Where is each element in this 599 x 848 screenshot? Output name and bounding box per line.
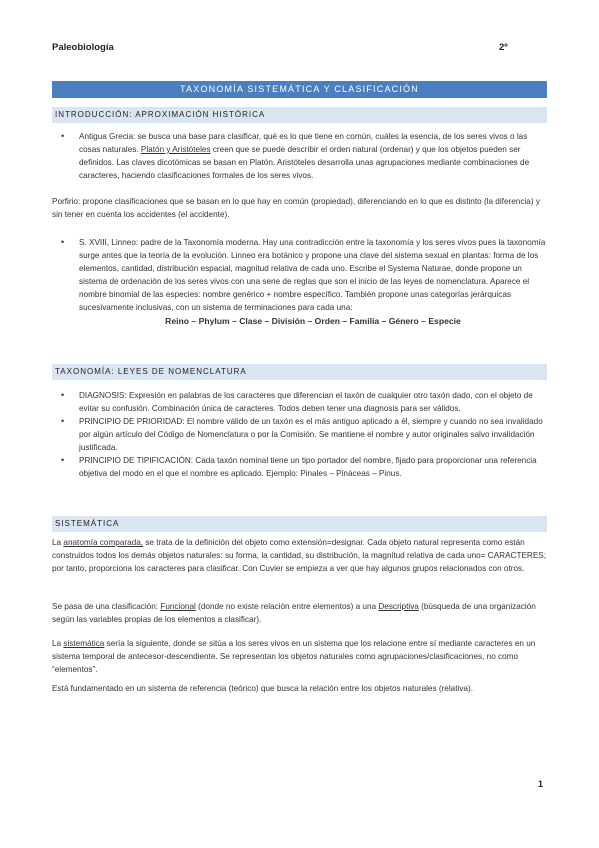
document-title: TAXONOMÍA SISTEMÁTICA Y CLASIFICACIÓN [52, 81, 547, 98]
p1-underlined: anatomía comparada, [63, 538, 144, 547]
section-heading-taxonomia: TAXONOMÍA: LEYES DE NOMENCLATURA [52, 364, 547, 380]
intro-linneo-block [52, 236, 547, 328]
section-heading-intro: INTRODUCCIÓN: APROXIMACIÓN HISTÓRICA [52, 107, 547, 123]
p2-text-b: (donde no existe relación entre elementos) a una [195, 602, 379, 611]
sistematica-paragraph-2 [52, 600, 547, 626]
taxonomic-ranks-series: Reino – Phylum – Clase – División – Orden – Familia – Género – Especie [165, 316, 461, 326]
section-heading-sistematica: SISTEMÁTICA [52, 516, 547, 532]
p2-underlined-funcional: Funcional [160, 602, 196, 611]
greece-underlined: Platón y Aristóteles [140, 145, 211, 154]
sistematica-paragraph-3 [52, 637, 547, 676]
list-item-diagnosis: • DIAGNOSIS: Expresión en palabras de los caracteres que diferencian el taxón de cualquier otro taxón dado, con el objeto de evitar su confusión. Combinación única de caracteres. Todos deben tener una diagnosis para ser válidos. [52, 389, 547, 415]
taxonomia-list [52, 389, 547, 480]
list-item [52, 236, 547, 328]
greece-text-b: creen que se puede describir el orden natural (ordenar) y que los objetos pueden ser definidos. Las claves dicotómicas se basan en Platón. Aristóteles desarrolla unas agrupaciones mediante combinaciones de caracteres, haciendo clasificaciones formales de los seres vivos. [79, 145, 530, 180]
p1-text-b: se trata de la definición del objeto como extensión=designar. Cada objeto natural representa como están construidos todos los demás objetos naturales: su forma, la cantidad, su distribución, la magnitud relativa de cada uno= CARACTERES; por tanto, proporciona los caracteres para clasificar. Con Cuvier se empieza a ver que hay algunos grupos relacionados con otros. [52, 538, 547, 573]
sistematica-paragraph-1 [52, 536, 547, 575]
header-subject: Paleobiología [52, 42, 114, 53]
header-course: 2º [499, 42, 508, 53]
p2-text-a: Se pasa de una clasificación: [52, 602, 161, 611]
greece-text-a: Antigua Grecia: se busca una base para clasificar, qué es lo que tiene en común, cuáles la esencia, de los seres vivos o las cosas naturales. [79, 132, 528, 154]
list-item-prioridad: • PRINCIPIO DE PRIORIDAD: El nombre válido de un taxón es el más antiguo aplicado a él, siempre y cuando no sea invalidado por algún artículo del Código de Nomenclatura o por la Comisión. Se mantiene el nombre y autor originales salvo invalidación justificada. [52, 415, 547, 454]
p3-text-b: sería la siguiente, donde se sitúa a los seres vivos en un sistema que los relacione entre sí mediante caracteres en un sistema temporal de antecesor-descendiente. Se representan los objetos naturales como agrupaciones/clasificaciones, no como “elementos”. [52, 639, 536, 674]
page-number: 1 [538, 779, 544, 789]
sistematica-paragraph-4: Está fundamentado en un sistema de referencia (teórico) que busca la relación entre los objetos naturales (relativa). [52, 684, 473, 693]
list-item [52, 130, 547, 182]
porfirio-paragraph: Porfirio: propone clasificaciones que se basan en lo que hay en común (propiedad), diferenciando en lo que es distinto (la diferencia) y sin tener en cuenta los accidentes (el accidente). [52, 197, 540, 219]
p3-underlined: sistemática [63, 639, 105, 648]
list-item-tipificacion: • PRINCIPIO DE TIPIFICACIÓN: Cada taxón nominal tiene un tipo portador del nombre, fijado para proporcionar una referencia objetiva del modo en el que el nombre es aplicado. Ejemplo: Pinales – Pináceas – Pinus. [52, 454, 547, 480]
p3-text-a: La [52, 639, 64, 648]
p2-text-c: (búsqueda de una organización según las variables propias de los elementos a clasificar). [52, 602, 536, 624]
p1-text-a: La [52, 538, 64, 547]
intro-greece-block [52, 130, 547, 182]
p2-underlined-descriptiva: Descriptiva [378, 602, 419, 611]
linneo-text: S. XVIII, Linneo: padre de la Taxonomía moderna. Hay una contradicción entre la taxonomía y los seres vivos pues la taxonomía surge antes que la teoría de la evolución. Linneo era botánico y propone una clave del sistema sexual en plantas: forma de los elementos, cantidad, distribución espacial, magnitud relativa de cada uno. Escribe el Systema Naturae, donde propone un sistema de ordenación de los seres vivos con una serie de reglas que son el inicio de las leyes de nomenclatura. Aparece el nombre binomial de las especies: nombre genérico + nombre específico. También propone unas categorías jerárquicas sucesivamente inclusivas, con un sistema de terminaciones para cada una: [79, 238, 546, 312]
